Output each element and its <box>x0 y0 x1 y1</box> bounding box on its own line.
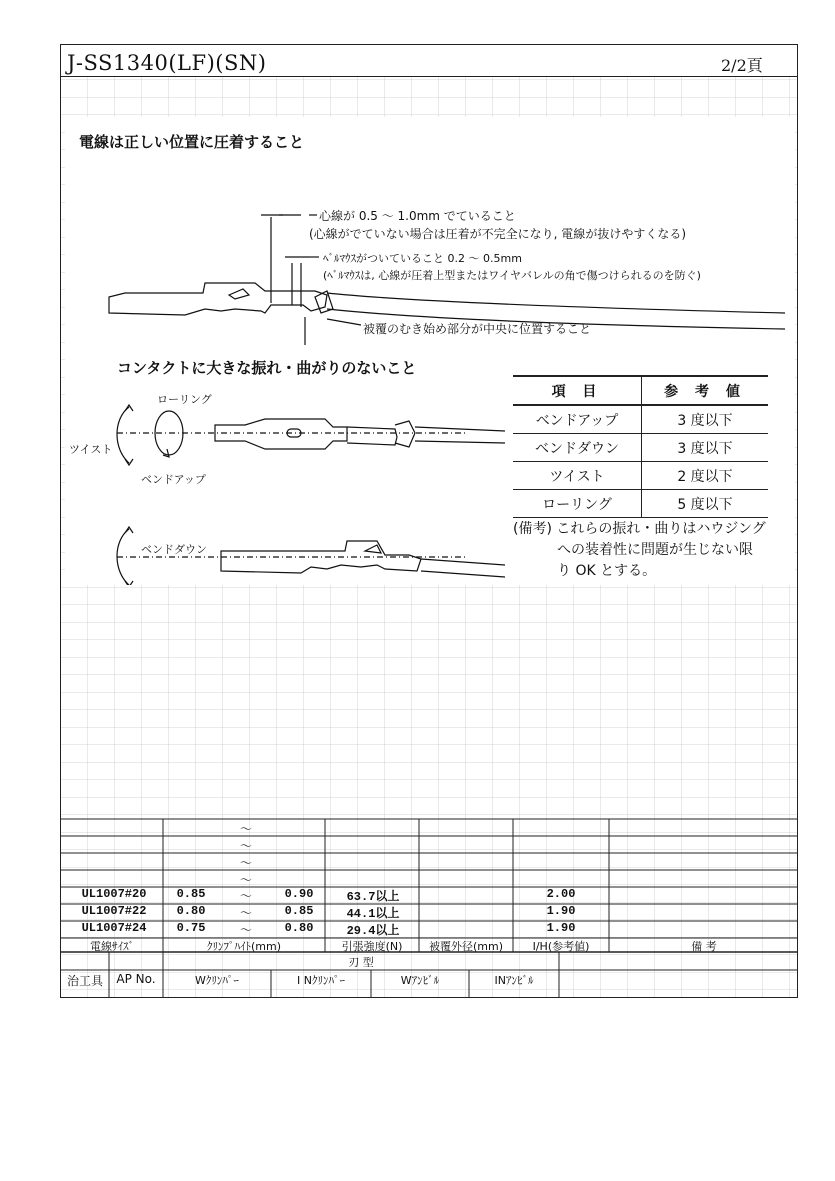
bend-down-label: ベンドダウン <box>141 543 207 556</box>
header-tensile: 引張強度(N) <box>341 940 403 953</box>
ih-value: 2.00 <box>546 887 576 901</box>
rolling-label: ローリング <box>157 393 212 406</box>
reference-value-table <box>513 375 768 518</box>
title-divider <box>61 76 798 77</box>
remark-line: への装着性に問題が生じない限 <box>557 542 753 558</box>
crimp-max: 0.80 <box>284 921 314 935</box>
empty-row-tilde: ～ <box>239 839 252 853</box>
crimp-min: 0.75 <box>176 921 206 935</box>
drawing-sheet <box>60 44 798 998</box>
row-value: 3 度以下 <box>642 434 769 462</box>
section1-heading: 電線は正しい位置に圧着すること <box>79 133 305 151</box>
document-title: J-SS1340(LF)(SN) <box>67 51 267 75</box>
core-protrusion-subnote: (心線がでていない場合は圧着が不完全になり, 電線が抜けやすくなる) <box>309 227 686 241</box>
ih-value: 1.90 <box>546 921 576 935</box>
ih-value: 1.90 <box>546 904 576 918</box>
header-in-anvil: INｱﾝﾋﾞﾙ <box>494 974 534 987</box>
empty-row-tilde: ～ <box>239 873 252 887</box>
crimp-position-panel <box>65 117 795 347</box>
core-protrusion-note: 心線が 0.5 ～ 1.0mm でていること <box>319 209 516 223</box>
crimp-min: 0.80 <box>176 904 206 918</box>
table-row <box>513 490 768 518</box>
header-crimp-height: ｸﾘﾝﾌﾟﾊｲﾄ(mm) <box>206 940 281 953</box>
header-tool: 治工具 <box>66 974 103 988</box>
wire-size: UL1007#24 <box>81 921 147 935</box>
crimp-tilde: ～ <box>239 923 252 937</box>
page-number: 2/2頁 <box>721 56 763 75</box>
crimp-max: 0.85 <box>284 904 314 918</box>
tensile-strength: 63.7以上 <box>346 890 400 904</box>
row-value: 5 度以下 <box>642 490 769 518</box>
bellmouth-subnote: (ﾍﾞﾙﾏｳｽは, 心線が圧着上型またはワイヤバレルの角で傷つけられるのを防ぐ) <box>323 269 701 282</box>
header-w-anvil: Wｱﾝﾋﾞﾙ <box>400 974 440 987</box>
twist-label: ツイスト <box>69 443 113 456</box>
header-ap-no: AP No. <box>116 972 156 986</box>
row-item: ツイスト <box>513 462 642 490</box>
empty-row-tilde: ～ <box>239 856 252 870</box>
crimp-tilde: ～ <box>239 906 252 920</box>
table-row <box>513 434 768 462</box>
deflection-diagram <box>65 345 505 585</box>
wire-size: UL1007#22 <box>81 904 147 918</box>
bend-up-label: ベンドアップ <box>141 473 206 486</box>
crimp-min: 0.85 <box>176 887 206 901</box>
header-insulation-od: 被覆外径(mm) <box>428 940 503 953</box>
row-item: ベンドアップ <box>513 405 642 434</box>
crimp-max: 0.90 <box>284 887 314 901</box>
table-row <box>513 405 768 434</box>
row-item: ローリング <box>513 490 642 518</box>
remark-line: り OK とする。 <box>557 563 657 579</box>
wire-size: UL1007#20 <box>81 887 147 901</box>
crimp-tilde: ～ <box>239 889 252 903</box>
table-header-item: 項 目 <box>513 376 642 405</box>
header-in-crimper: I Nｸﾘﾝﾊﾟｰ <box>297 974 345 987</box>
remark-note <box>513 519 766 582</box>
section2-heading: コンタクトに大きな振れ・曲がりのないこと <box>117 359 417 377</box>
bellmouth-note: ﾍﾞﾙﾏｳｽがついていること 0.2 ～ 0.5mm <box>323 252 522 265</box>
table-header-value: 参 考 値 <box>642 376 769 405</box>
blade-label: 刃 型 <box>348 956 374 969</box>
header-remarks: 備 考 <box>691 940 717 953</box>
tensile-strength: 44.1以上 <box>346 907 400 921</box>
strip-position-note: 被覆のむき始め部分が中央に位置すること <box>363 322 592 336</box>
empty-row-tilde: ～ <box>239 822 252 836</box>
header-ih: I/H(参考値) <box>532 940 590 953</box>
table-row <box>513 462 768 490</box>
header-w-crimper: Wｸﾘﾝﾊﾟｰ <box>195 974 239 987</box>
tensile-strength: 29.4以上 <box>346 924 400 938</box>
row-value: 3 度以下 <box>642 405 769 434</box>
row-item: ベンドダウン <box>513 434 642 462</box>
header-wire-size: 電線ｻｲｽﾞ <box>90 940 134 953</box>
remark-line: (備考) これらの振れ・曲りはハウジング <box>513 521 766 537</box>
row-value: 2 度以下 <box>642 462 769 490</box>
